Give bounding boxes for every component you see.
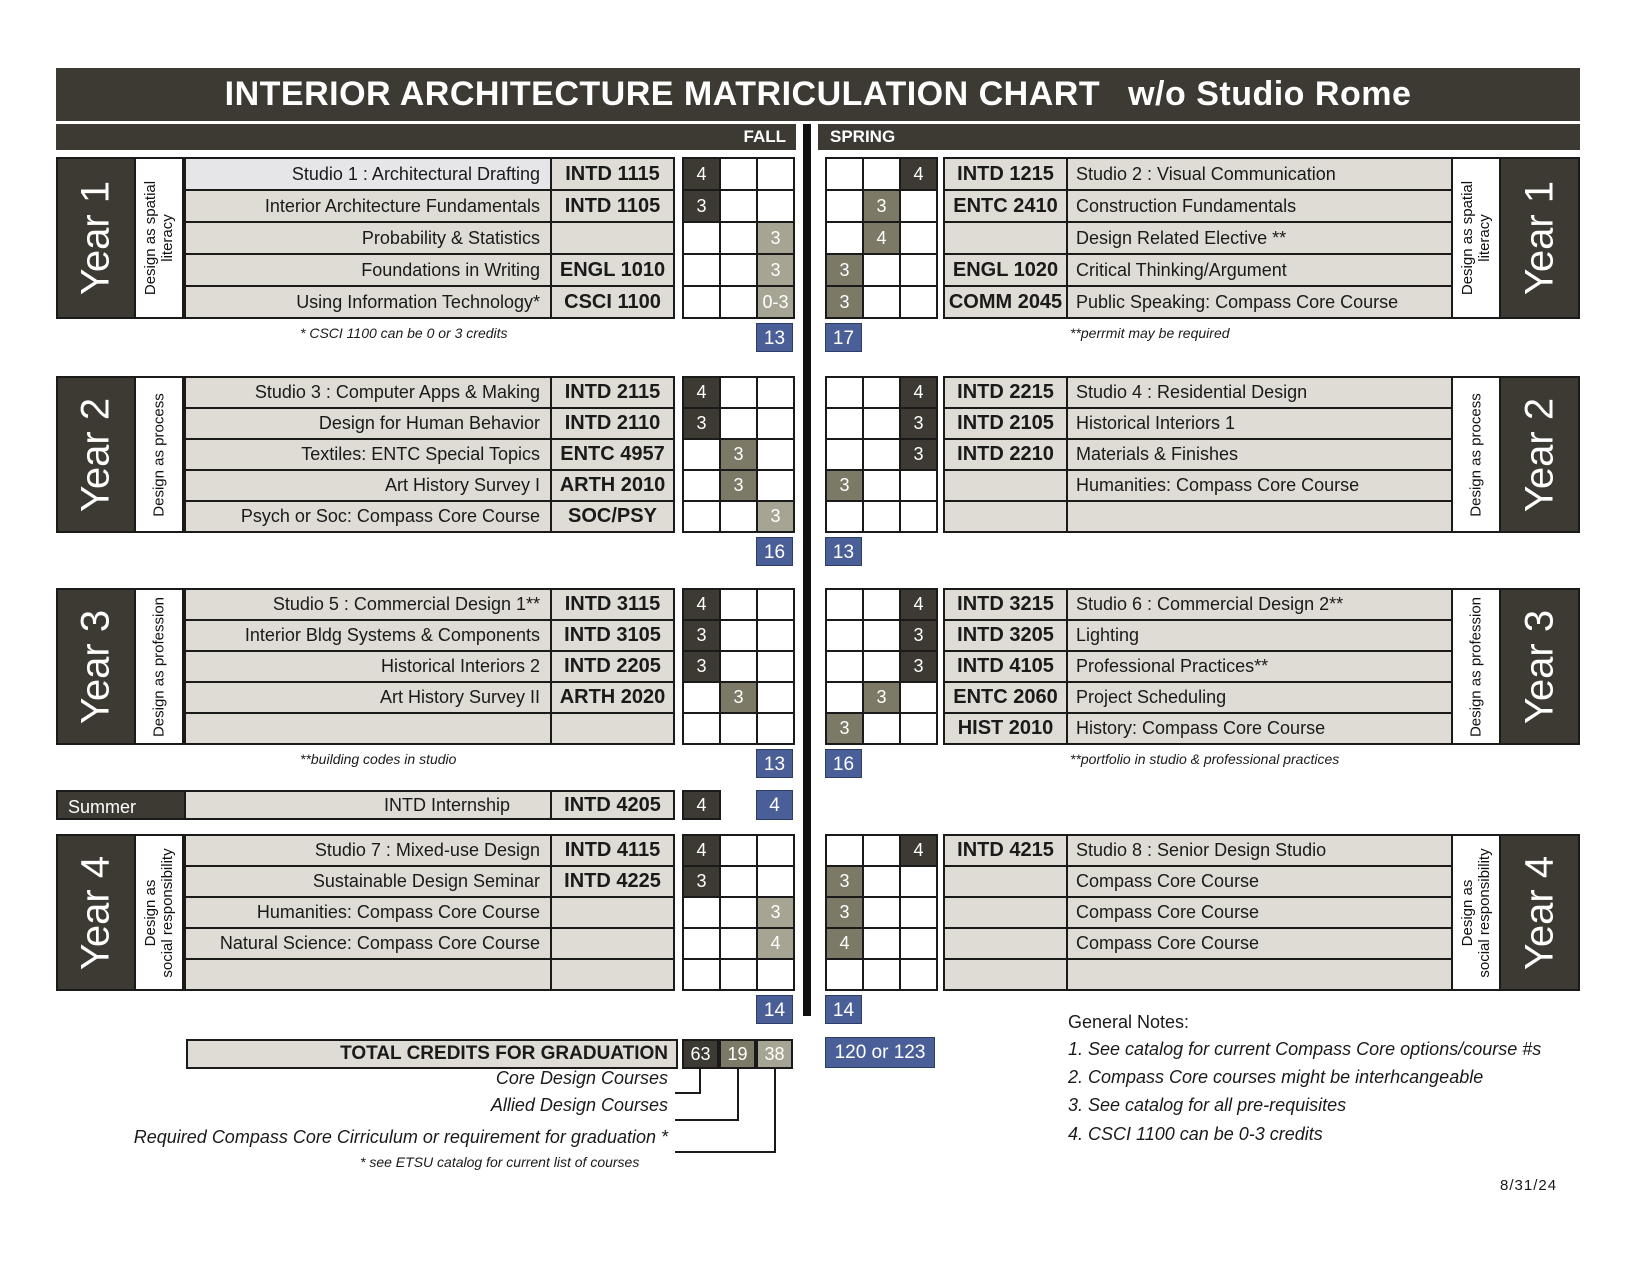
- credit-cell: 4: [899, 834, 938, 867]
- credit-cell: 4: [899, 588, 938, 621]
- credit-cell: [682, 438, 721, 471]
- course-name: Design for Human Behavior: [184, 407, 552, 440]
- course-name: Studio 2 : Visual Communication: [1066, 157, 1453, 191]
- credit-cell: [825, 157, 864, 191]
- credit-cell: [862, 376, 901, 409]
- credit-cell: [825, 650, 864, 683]
- course-name: Natural Science: Compass Core Course: [184, 927, 552, 960]
- course-code: INTD 3105: [550, 619, 675, 652]
- course-name: Lighting: [1066, 619, 1453, 652]
- year-theme-left: [134, 834, 184, 991]
- year-label-left: [56, 376, 136, 533]
- credit-cell: 3: [899, 619, 938, 652]
- year-theme-left: [134, 157, 184, 319]
- course-name: Studio 5 : Commercial Design 1**: [184, 588, 552, 621]
- credit-cell: 3: [899, 407, 938, 440]
- course-code: ENGL 1020: [943, 253, 1068, 287]
- year-label-text: Year 3: [1517, 609, 1561, 724]
- course-code: INTD 4225: [550, 865, 675, 898]
- course-code: ENGL 1010: [550, 253, 675, 287]
- credit-cell: [862, 253, 901, 287]
- course-name: Humanities: Compass Core Course: [184, 896, 552, 929]
- credit-cell: 3: [682, 407, 721, 440]
- fall-total-credits: 13: [756, 749, 793, 778]
- course-code: INTD 2110: [550, 407, 675, 440]
- course-code: [943, 221, 1068, 255]
- course-name: Studio 1 : Architectural Drafting: [184, 157, 552, 191]
- credit-cell: [756, 619, 795, 652]
- course-name: Using Information Technology*: [184, 285, 552, 319]
- course-name: Materials & Finishes: [1066, 438, 1453, 471]
- credit-cell: [862, 927, 901, 960]
- credit-cell: [899, 896, 938, 929]
- course-name: Public Speaking: Compass Core Course: [1066, 285, 1453, 319]
- credit-cell: [719, 189, 758, 223]
- year-label-text: Year 2: [1517, 397, 1561, 512]
- course-code: [550, 221, 675, 255]
- summer-course-code: INTD 4205: [550, 790, 675, 820]
- total-required-credits: 38: [756, 1039, 793, 1069]
- year-theme-right: [1451, 588, 1501, 745]
- credit-cell: 3: [756, 896, 795, 929]
- credit-cell: [899, 712, 938, 745]
- credit-cell: [756, 958, 795, 991]
- year-label-right: [1499, 588, 1580, 745]
- course-code: ARTH 2010: [550, 469, 675, 502]
- course-code: [550, 958, 675, 991]
- year-theme-text: Design as social responsibility: [1459, 847, 1493, 978]
- credit-cell: 4: [682, 157, 721, 191]
- legend-line-allied-h: [675, 1119, 739, 1121]
- course-code: INTD 1215: [943, 157, 1068, 191]
- credit-cell: [899, 500, 938, 533]
- credit-cell: [719, 896, 758, 929]
- fall-note: **building codes in studio: [300, 751, 457, 767]
- year-label-text: Year 4: [73, 855, 118, 970]
- year-theme-text: Design as spatial literacy: [1459, 180, 1493, 296]
- credit-cell: 3: [682, 619, 721, 652]
- course-code: COMM 2045: [943, 285, 1068, 319]
- course-code: INTD 3215: [943, 588, 1068, 621]
- legend-core: Core Design Courses: [495, 1068, 668, 1088]
- credit-cell: [862, 438, 901, 471]
- course-name: Construction Fundamentals: [1066, 189, 1453, 223]
- course-code: [550, 927, 675, 960]
- course-name: Project Scheduling: [1066, 681, 1453, 714]
- course-code: INTD 2215: [943, 376, 1068, 409]
- credit-cell: [682, 285, 721, 319]
- course-name: Studio 4 : Residential Design: [1066, 376, 1453, 409]
- year-label-text: Year 1: [73, 180, 118, 296]
- course-code: HIST 2010: [943, 712, 1068, 745]
- credit-cell: [682, 681, 721, 714]
- credit-cell: [862, 500, 901, 533]
- credit-cell: [719, 650, 758, 683]
- legend-line-core-v: [699, 1069, 701, 1094]
- course-code: INTD 2210: [943, 438, 1068, 471]
- general-notes-heading: General Notes:: [1068, 1012, 1190, 1032]
- year-theme-text: Design as spatial literacy: [142, 180, 176, 296]
- general-note-2: 2. Compass Core courses might be interhcangeable: [1068, 1067, 1484, 1087]
- credit-cell: [682, 221, 721, 255]
- credit-cell: 3: [756, 221, 795, 255]
- course-code: [943, 927, 1068, 960]
- course-code: [943, 896, 1068, 929]
- credit-cell: 3: [719, 438, 758, 471]
- credit-cell: [756, 157, 795, 191]
- credit-cell: 0-3: [756, 285, 795, 319]
- course-code: INTD 2205: [550, 650, 675, 683]
- course-name: Compass Core Course: [1066, 865, 1453, 898]
- fall-total-credits: 13: [756, 323, 793, 352]
- revision-date: 8/31/24: [1500, 1177, 1558, 1194]
- course-code: SOC/PSY: [550, 500, 675, 533]
- credit-cell: [862, 865, 901, 898]
- credit-cell: [719, 253, 758, 287]
- credit-cell: [862, 469, 901, 502]
- credit-cell: [719, 376, 758, 409]
- legend-line-allied-v: [737, 1069, 739, 1121]
- course-name: Humanities: Compass Core Course: [1066, 469, 1453, 502]
- course-name: Art History Survey II: [184, 681, 552, 714]
- spring-total-credits: 14: [825, 995, 862, 1024]
- total-allied-credits: 19: [719, 1039, 756, 1069]
- credit-cell: 4: [899, 157, 938, 191]
- course-name: Interior Bldg Systems & Components: [184, 619, 552, 652]
- course-code: INTD 2115: [550, 376, 675, 409]
- credit-cell: 3: [682, 865, 721, 898]
- year-theme-text: Design as process: [1467, 392, 1485, 517]
- course-name: Compass Core Course: [1066, 927, 1453, 960]
- credit-cell: [899, 865, 938, 898]
- year-label-text: Year 1: [1517, 180, 1561, 296]
- credit-cell: 3: [719, 469, 758, 502]
- course-code: [943, 958, 1068, 991]
- summer-course-name: INTD Internship: [184, 790, 552, 820]
- year-label-right: [1499, 376, 1580, 533]
- credit-cell: [825, 619, 864, 652]
- course-code: ARTH 2020: [550, 681, 675, 714]
- year-label-left: [56, 834, 136, 991]
- course-code: INTD 4105: [943, 650, 1068, 683]
- year-theme-right: [1451, 834, 1501, 991]
- course-name: Critical Thinking/Argument: [1066, 253, 1453, 287]
- course-code: ENTC 2410: [943, 189, 1068, 223]
- summer-label: Summer: [56, 790, 186, 820]
- course-code: [943, 469, 1068, 502]
- credit-cell: [899, 189, 938, 223]
- course-name: Studio 7 : Mixed-use Design: [184, 834, 552, 867]
- credit-cell: 3: [682, 650, 721, 683]
- course-name: Studio 6 : Commercial Design 2**: [1066, 588, 1453, 621]
- credit-cell: 3: [899, 650, 938, 683]
- course-name: Compass Core Course: [1066, 896, 1453, 929]
- credit-cell: 3: [756, 253, 795, 287]
- credit-cell: 3: [719, 681, 758, 714]
- credit-cell: [756, 681, 795, 714]
- credit-cell: [719, 865, 758, 898]
- course-code: INTD 1115: [550, 157, 675, 191]
- year-theme-text: Design as profession: [150, 596, 168, 737]
- year-theme-right: [1451, 376, 1501, 533]
- spring-note: **portfolio in studio & professional practices: [1070, 751, 1340, 767]
- course-code: INTD 4215: [943, 834, 1068, 867]
- course-name: Interior Architecture Fundamentals: [184, 189, 552, 223]
- course-name: Studio 3 : Computer Apps & Making: [184, 376, 552, 409]
- credit-cell: 4: [682, 376, 721, 409]
- credit-cell: [862, 650, 901, 683]
- semester-divider: [803, 124, 811, 1016]
- total-credits-label: TOTAL CREDITS FOR GRADUATION: [186, 1039, 678, 1069]
- credit-cell: [719, 500, 758, 533]
- course-code: INTD 2105: [943, 407, 1068, 440]
- credit-cell: [825, 834, 864, 867]
- credit-cell: [719, 157, 758, 191]
- credit-cell: [899, 469, 938, 502]
- credit-cell: [682, 927, 721, 960]
- credit-cell: [862, 619, 901, 652]
- year-theme-left: [134, 588, 184, 745]
- spring-total-credits: 17: [825, 323, 862, 352]
- total-graduation-credits: 120 or 123: [825, 1037, 935, 1068]
- credit-cell: [862, 712, 901, 745]
- credit-cell: 3: [825, 896, 864, 929]
- legend-allied: Allied Design Courses: [490, 1095, 668, 1115]
- credit-cell: [719, 221, 758, 255]
- general-note-4: 4. CSCI 1100 can be 0-3 credits: [1068, 1124, 1323, 1144]
- year-label-text: Year 2: [73, 397, 118, 512]
- credit-cell: [899, 927, 938, 960]
- legend-footnote: * see ETSU catalog for current list of courses: [360, 1154, 640, 1170]
- course-name: Professional Practices**: [1066, 650, 1453, 683]
- credit-cell: 3: [682, 189, 721, 223]
- course-name: [184, 712, 552, 745]
- credit-cell: 4: [899, 376, 938, 409]
- credit-cell: [825, 407, 864, 440]
- fall-total-credits: 16: [756, 537, 793, 566]
- general-note-3: 3. See catalog for all pre-requisites: [1068, 1095, 1347, 1115]
- credit-cell: [719, 619, 758, 652]
- spring-total-credits: 13: [825, 537, 862, 566]
- credit-cell: [756, 407, 795, 440]
- credit-cell: 3: [825, 712, 864, 745]
- course-name: Art History Survey I: [184, 469, 552, 502]
- course-code: INTD 3205: [943, 619, 1068, 652]
- course-name: Foundations in Writing: [184, 253, 552, 287]
- credit-cell: 3: [756, 500, 795, 533]
- credit-cell: [825, 958, 864, 991]
- credit-cell: [899, 285, 938, 319]
- legend-line-core-h: [675, 1092, 701, 1094]
- fall-header: FALL: [56, 124, 796, 150]
- credit-cell: [719, 927, 758, 960]
- credit-cell: 4: [682, 834, 721, 867]
- course-code: ENTC 2060: [943, 681, 1068, 714]
- credit-cell: 4: [825, 927, 864, 960]
- credit-cell: [719, 958, 758, 991]
- course-name: Sustainable Design Seminar: [184, 865, 552, 898]
- course-name: Psych or Soc: Compass Core Course: [184, 500, 552, 533]
- course-name: Historical Interiors 2: [184, 650, 552, 683]
- course-name: [184, 958, 552, 991]
- credit-cell: [825, 221, 864, 255]
- credit-cell: [756, 834, 795, 867]
- credit-cell: 3: [862, 189, 901, 223]
- legend-required: Required Compass Core Cirriculum or requirement for graduation *: [133, 1127, 668, 1147]
- summer-total-credits: 4: [756, 790, 793, 820]
- credit-cell: [825, 500, 864, 533]
- general-note-1: 1. See catalog for current Compass Core options/course #s: [1068, 1039, 1542, 1059]
- total-core-credits: 63: [682, 1039, 719, 1069]
- credit-cell: [862, 588, 901, 621]
- year-theme-text: Design as profession: [1467, 596, 1485, 737]
- spring-total-credits: 16: [825, 749, 862, 778]
- credit-cell: [862, 407, 901, 440]
- year-label-right: [1499, 834, 1580, 991]
- credit-cell: [825, 189, 864, 223]
- course-code: INTD 1105: [550, 189, 675, 223]
- credit-cell: [825, 681, 864, 714]
- course-name: Probability & Statistics: [184, 221, 552, 255]
- credit-cell: 3: [862, 681, 901, 714]
- course-code: CSCI 1100: [550, 285, 675, 319]
- credit-cell: [756, 438, 795, 471]
- course-code: ENTC 4957: [550, 438, 675, 471]
- credit-cell: [756, 469, 795, 502]
- credit-cell: [682, 712, 721, 745]
- course-name: History: Compass Core Course: [1066, 712, 1453, 745]
- year-theme-text: Design as process: [150, 392, 168, 517]
- summer-credit: 4: [682, 790, 721, 820]
- credit-cell: 3: [825, 469, 864, 502]
- credit-cell: [756, 588, 795, 621]
- legend-line-required-h: [675, 1151, 776, 1153]
- title-text: INTERIOR ARCHITECTURE MATRICULATION CHART: [224, 75, 1101, 113]
- credit-cell: [719, 834, 758, 867]
- fall-total-credits: 14: [756, 995, 793, 1024]
- legend-line-required-v: [774, 1069, 776, 1153]
- credit-cell: [825, 588, 864, 621]
- course-code: [943, 865, 1068, 898]
- credit-cell: 3: [899, 438, 938, 471]
- year-theme-text: Design as social responsibility: [142, 847, 176, 978]
- credit-cell: [719, 285, 758, 319]
- course-code: [550, 712, 675, 745]
- course-name: Textiles: ENTC Special Topics: [184, 438, 552, 471]
- credit-cell: 3: [825, 865, 864, 898]
- credit-cell: 3: [825, 285, 864, 319]
- credit-cell: [862, 958, 901, 991]
- course-name: Studio 8 : Senior Design Studio: [1066, 834, 1453, 867]
- year-label-text: Year 4: [1517, 855, 1561, 970]
- course-name: [1066, 958, 1453, 991]
- spring-note: **perrmit may be required: [1070, 325, 1230, 341]
- credit-cell: [756, 376, 795, 409]
- credit-cell: [682, 896, 721, 929]
- subtitle-text: w/o Studio Rome: [1128, 75, 1412, 113]
- fall-note: * CSCI 1100 can be 0 or 3 credits: [300, 325, 508, 341]
- credit-cell: 4: [862, 221, 901, 255]
- credit-cell: [719, 712, 758, 745]
- credit-cell: [756, 712, 795, 745]
- year-label-right: [1499, 157, 1580, 319]
- year-label-left: [56, 157, 136, 319]
- course-name: Design Related Elective **: [1066, 221, 1453, 255]
- credit-cell: [825, 376, 864, 409]
- credit-cell: [862, 896, 901, 929]
- course-name: [1066, 500, 1453, 533]
- credit-cell: [862, 834, 901, 867]
- year-label-text: Year 3: [73, 609, 118, 724]
- course-code: [550, 896, 675, 929]
- credit-cell: 4: [682, 588, 721, 621]
- year-label-left: [56, 588, 136, 745]
- credit-cell: [862, 157, 901, 191]
- course-code: INTD 3115: [550, 588, 675, 621]
- credit-cell: [682, 253, 721, 287]
- credit-cell: [756, 189, 795, 223]
- credit-cell: [682, 469, 721, 502]
- spring-header: SPRING: [818, 124, 1580, 150]
- credit-cell: [899, 958, 938, 991]
- year-theme-right: [1451, 157, 1501, 319]
- year-theme-left: [134, 376, 184, 533]
- credit-cell: [756, 650, 795, 683]
- credit-cell: [862, 285, 901, 319]
- credit-cell: [719, 407, 758, 440]
- credit-cell: [899, 221, 938, 255]
- credit-cell: [682, 958, 721, 991]
- page-title: [56, 68, 1580, 121]
- course-code: INTD 4115: [550, 834, 675, 867]
- credit-cell: [756, 865, 795, 898]
- credit-cell: [899, 681, 938, 714]
- credit-cell: 4: [756, 927, 795, 960]
- credit-cell: [825, 438, 864, 471]
- credit-cell: 3: [825, 253, 864, 287]
- course-code: [943, 500, 1068, 533]
- credit-cell: [682, 500, 721, 533]
- credit-cell: [899, 253, 938, 287]
- credit-cell: [719, 588, 758, 621]
- course-name: Historical Interiors 1: [1066, 407, 1453, 440]
